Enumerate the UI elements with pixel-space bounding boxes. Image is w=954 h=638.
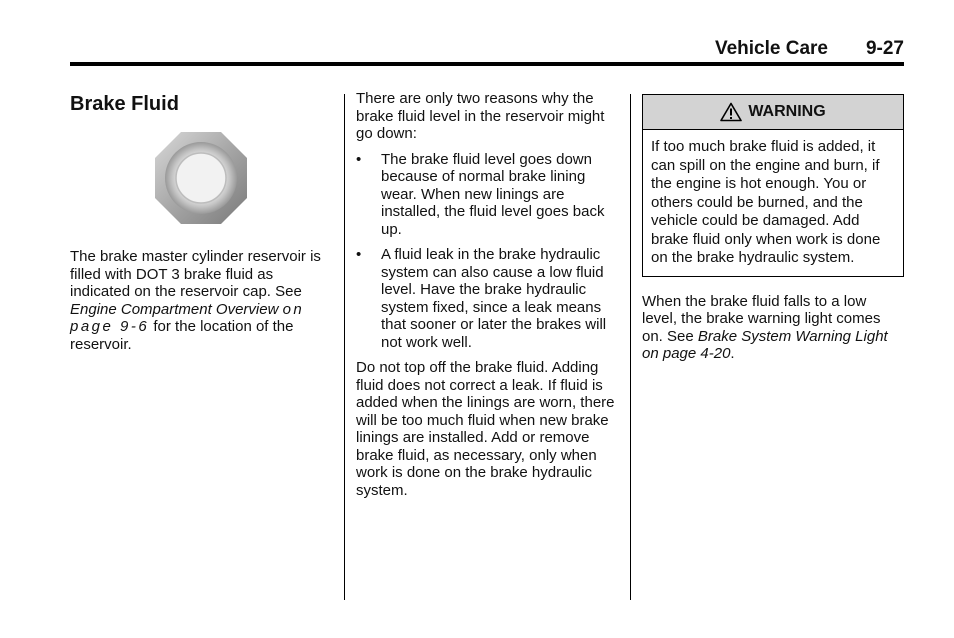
- reservoir-paragraph: [70, 248, 332, 353]
- brake-fluid-reservoir-cap-image: [153, 130, 249, 226]
- reservoir-text-b: for the location of the reservoir.: [70, 318, 294, 353]
- engine-compartment-xref-page[interactable]: page 9-6: [70, 318, 150, 335]
- engine-compartment-xref-on[interactable]: on: [282, 300, 305, 318]
- column-2: [356, 90, 618, 507]
- bullet-glyph: •: [356, 150, 362, 168]
- list-item: [356, 246, 618, 351]
- section-title: Vehicle Care: [714, 38, 828, 59]
- warning-triangle-icon: [720, 102, 742, 122]
- page-title: Brake Fluid: [70, 93, 179, 115]
- top-off-paragraph: Do not top off the brake fluid. Adding fluid does not correct a leak. If fluid is added when the linings are worn, there will be too much fluid when new brake linings are installed. Add or remove brake fluid, as necessary, only when work is done on the brake hydraulic system.: [356, 359, 615, 499]
- header-rule: [70, 62, 904, 66]
- warning-light-text-a: When the brake fluid falls to a low level, the brake warning light comes on. See: [642, 292, 881, 345]
- bullet-glyph: •: [356, 246, 362, 263]
- list-item-text: A fluid leak in the brake hydraulic system can also cause a low fluid level. Have the brake hydraulic system fixed, since a leak means that sooner or later the brakes will not work well.: [381, 246, 607, 351]
- warning-header: [643, 95, 903, 130]
- page-number: 9-27: [865, 38, 904, 59]
- warning-label: WARNING: [748, 103, 826, 121]
- column-1: [70, 90, 332, 361]
- brake-warning-light-xref[interactable]: Brake System Warning Light on page 4-20: [642, 327, 888, 362]
- column-divider-2: [630, 94, 631, 600]
- engine-compartment-xref[interactable]: Engine Compartment Overview: [70, 300, 279, 318]
- list-item-text: The brake fluid level goes down because of normal brake lining wear. When new linings are installed, the fluid level goes back up.: [381, 150, 605, 238]
- reasons-list: [356, 151, 618, 352]
- warning-box: [642, 94, 904, 277]
- page-header: [70, 38, 904, 62]
- intro-paragraph: There are only two reasons why the brake fluid level in the reservoir might go down:: [356, 90, 605, 142]
- column-3: [642, 90, 904, 371]
- column-divider-1: [344, 94, 345, 600]
- reservoir-text-a: The brake master cylinder reservoir is filled with DOT 3 brake fluid as indicated on the reservoir cap. See: [70, 248, 321, 300]
- warning-light-paragraph: [642, 293, 904, 363]
- list-item: [356, 151, 618, 239]
- reservoir-cap-image: [70, 130, 332, 226]
- warning-text: If too much brake fluid is added, it can spill on the engine and burn, if the engine is hot enough. You or others could be burned, and the vehicle could be damaged. Add brake fluid only when work is done on the brake hydraulic system.: [651, 138, 881, 266]
- warning-light-text-b: .: [730, 345, 735, 362]
